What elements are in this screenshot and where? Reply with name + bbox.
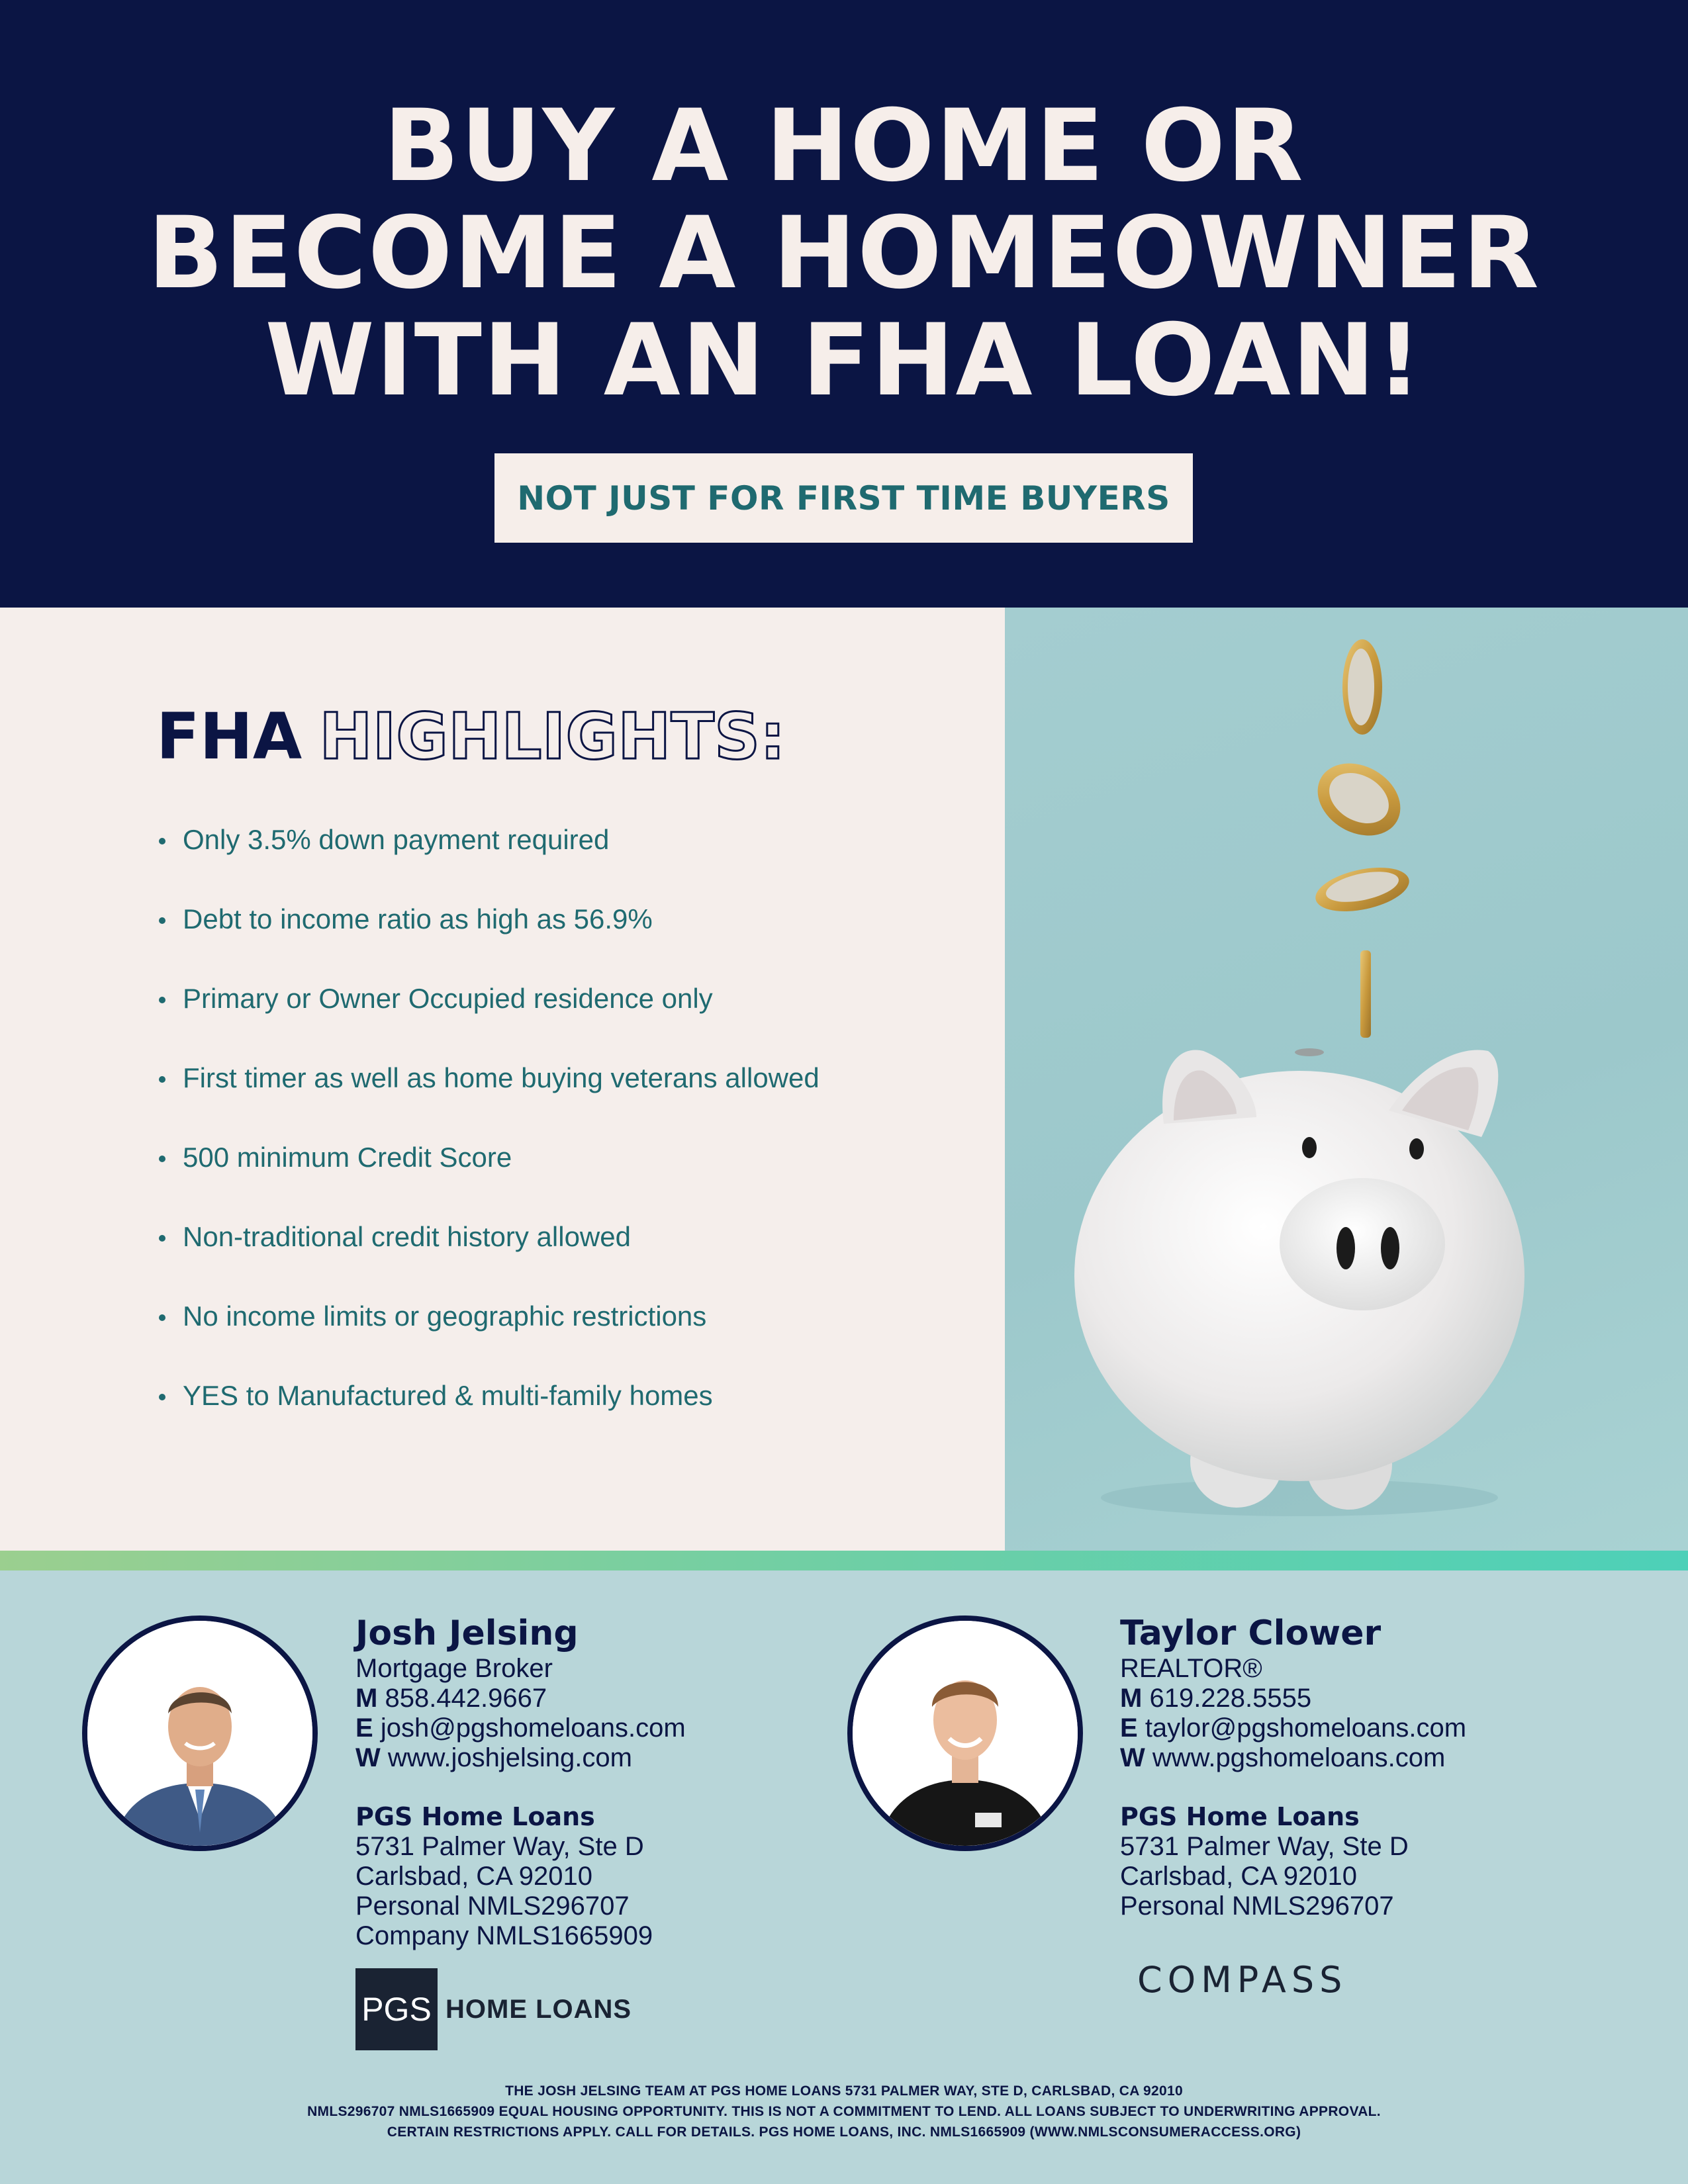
email-value[interactable]: taylor@pgshomeloans.com: [1145, 1713, 1467, 1743]
headline: [0, 89, 1688, 418]
web-label: W: [355, 1743, 381, 1772]
person-photo-icon: [87, 1621, 312, 1846]
person-photo-icon: [853, 1621, 1078, 1846]
piggy-bank-photo: [1005, 608, 1688, 1551]
agent-company: PGS Home Loans: [1120, 1802, 1360, 1831]
gradient-divider: [0, 1551, 1688, 1570]
agent-phone: [355, 1684, 686, 1713]
address-line: 5731 Palmer Way, Ste D: [355, 1832, 644, 1861]
list-item: Debt to income ratio as high as 56.9%: [156, 900, 924, 938]
avatar-taylor: [847, 1615, 1083, 1851]
phone-value[interactable]: 619.228.5555: [1149, 1684, 1312, 1713]
address-line: Carlsbad, CA 92010: [355, 1862, 593, 1891]
email-label: E: [1120, 1713, 1138, 1743]
disclaimer-line: NMLS296707 NMLS1665909 EQUAL HOUSING OPPORTUNITY. THIS IS NOT A COMMITMENT TO LEND. ALL LOANS SUBJECT TO UNDERWRITING APPROVAL.: [307, 2104, 1381, 2119]
address-line: Carlsbad, CA 92010: [1120, 1862, 1358, 1891]
address-line: 5731 Palmer Way, Ste D: [1120, 1832, 1409, 1861]
highlights-list: [156, 821, 924, 1456]
pgs-logo-box: PGS: [355, 1968, 438, 2050]
legal-disclaimer: [0, 2081, 1688, 2142]
agent-phone: [1120, 1684, 1466, 1713]
agent-company: PGS Home Loans: [355, 1802, 595, 1831]
agent-website: [1120, 1743, 1466, 1773]
subhead-text: NOT JUST FOR FIRST TIME BUYERS: [517, 478, 1170, 518]
agent-website: [355, 1743, 686, 1773]
nmls-line: Company NMLS1665909: [355, 1921, 653, 1950]
header-banner: [0, 0, 1688, 608]
email-label: E: [355, 1713, 373, 1743]
highlights-title-outline: HIGHLIGHTS:: [319, 700, 786, 774]
agent-name: Taylor Clower: [1120, 1614, 1382, 1653]
headline-line-2: BECOME A HOMEOWNER: [148, 196, 1540, 311]
list-item: Only 3.5% down payment required: [156, 821, 924, 859]
phone-label: M: [355, 1684, 378, 1713]
agent-email: [1120, 1713, 1466, 1743]
list-item: Non-traditional credit history allowed: [156, 1218, 924, 1256]
web-value[interactable]: www.pgshomeloans.com: [1152, 1743, 1446, 1772]
piggy-bank-illustration: [1005, 608, 1688, 1551]
nmls-line: Personal NMLS296707: [355, 1891, 630, 1921]
list-item: YES to Manufactured & multi-family homes: [156, 1377, 924, 1415]
avatar-josh: [82, 1615, 318, 1851]
agent-card-josh: [355, 1613, 686, 1951]
nmls-line: Personal NMLS296707: [1120, 1891, 1394, 1921]
list-item: First timer as well as home buying veterans allowed: [156, 1059, 924, 1097]
pgs-logo-text: HOME LOANS: [445, 1994, 632, 2024]
phone-value[interactable]: 858.442.9667: [385, 1684, 547, 1713]
web-label: W: [1120, 1743, 1145, 1772]
highlights-title: [156, 700, 785, 773]
web-value[interactable]: www.joshjelsing.com: [387, 1743, 632, 1772]
subhead-badge: [494, 453, 1193, 543]
email-value[interactable]: josh@pgshomeloans.com: [380, 1713, 686, 1743]
agent-title: REALTOR®: [1120, 1654, 1262, 1683]
agent-title: Mortgage Broker: [355, 1654, 553, 1683]
disclaimer-line: THE JOSH JELSING TEAM AT PGS HOME LOANS 5731 PALMER WAY, STE D, CARLSBAD, CA 92010: [505, 2083, 1183, 2099]
phone-label: M: [1120, 1684, 1143, 1713]
compass-logo: COMPASS: [1137, 1959, 1348, 2001]
list-item: Primary or Owner Occupied residence only: [156, 979, 924, 1018]
highlights-title-solid: FHA: [156, 700, 303, 774]
agent-card-taylor: [1120, 1613, 1466, 1921]
agent-email: [355, 1713, 686, 1743]
agent-name: Josh Jelsing: [355, 1614, 579, 1653]
list-item: 500 minimum Credit Score: [156, 1138, 924, 1177]
list-item: No income limits or geographic restrictions: [156, 1297, 924, 1336]
pgs-home-loans-logo: [355, 1968, 632, 2050]
highlights-section: [0, 608, 1005, 1551]
headline-line-1: BUY A HOME OR: [383, 89, 1305, 204]
disclaimer-line: CERTAIN RESTRICTIONS APPLY. CALL FOR DETAILS. PGS HOME LOANS, INC. NMLS1665909 (WWW.NMLSCONSUMERACCESS.ORG): [387, 2124, 1301, 2140]
headline-line-3: WITH AN FHA LOAN!: [265, 303, 1423, 418]
